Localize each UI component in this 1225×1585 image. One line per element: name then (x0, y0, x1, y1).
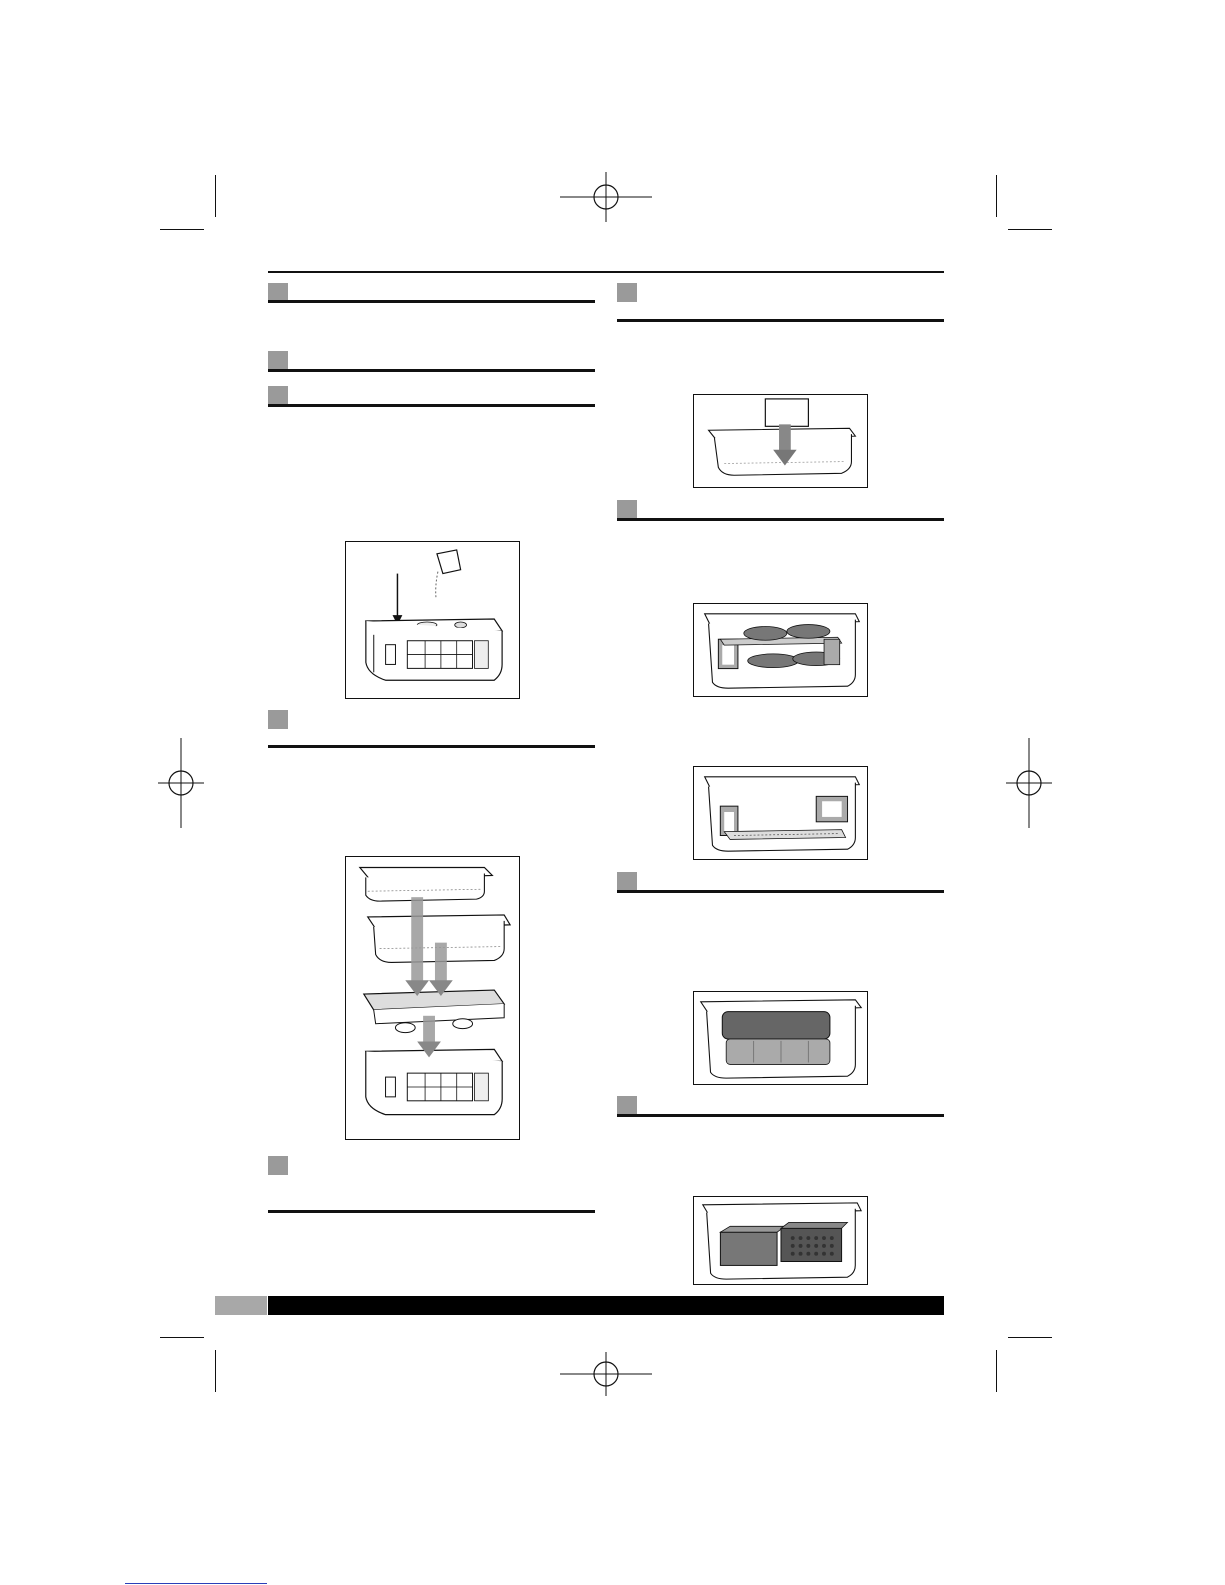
rice-bowl-figure (693, 991, 868, 1085)
crop-mark-bottom-left-v (215, 1350, 216, 1392)
basket-rack-empty-icon (694, 767, 867, 859)
section-marker (617, 872, 637, 891)
registration-target-icon (560, 172, 652, 222)
section-rule (617, 1114, 944, 1117)
basket-rice-bowl-icon (694, 992, 867, 1084)
rack-fish-figure (693, 603, 868, 697)
crop-mark-bottom-right-v (996, 1350, 997, 1392)
basket-rack-with-fish-icon (694, 604, 867, 696)
section-rule (268, 745, 595, 748)
crop-mark-top-right-h (1008, 229, 1052, 230)
section-rule (617, 518, 944, 521)
registration-target-icon (158, 738, 204, 828)
rack-empty-figure (693, 766, 868, 860)
registration-target-icon (1006, 738, 1052, 828)
page-number-tab (215, 1296, 267, 1315)
crop-mark-top-left-v (215, 175, 216, 217)
header-rule (268, 271, 944, 273)
section-marker (617, 1096, 637, 1115)
section-rule (617, 319, 944, 322)
crop-mark-bottom-left-h (160, 1337, 204, 1338)
divider-insert-figure (693, 394, 868, 488)
basket-divider-insert-icon (694, 395, 867, 487)
section-rule (617, 890, 944, 893)
section-marker (268, 710, 288, 729)
hyperlink-underline[interactable] (125, 1583, 267, 1584)
stack-assembly-figure (345, 856, 520, 1140)
section-marker (268, 386, 288, 405)
registration-target-icon (560, 1352, 652, 1396)
section-rule (268, 369, 595, 372)
water-filling-figure (345, 541, 520, 699)
steamer-base-water-pour-icon (346, 542, 519, 698)
crop-mark-bottom-right-h (1008, 1337, 1052, 1338)
section-rule (268, 300, 595, 303)
section-marker (268, 351, 288, 370)
section-rule (268, 404, 595, 407)
section-marker (617, 283, 637, 302)
steamer-stacking-arrows-icon (346, 857, 519, 1139)
crop-mark-top-left-h (160, 229, 204, 230)
egg-tray-figure (693, 1196, 868, 1285)
section-marker (617, 500, 637, 519)
section-marker (268, 1156, 288, 1175)
basket-trays-icon (694, 1197, 867, 1284)
crop-mark-top-right-v (996, 175, 997, 217)
footer-bar (268, 1296, 944, 1315)
section-rule (268, 1210, 595, 1213)
